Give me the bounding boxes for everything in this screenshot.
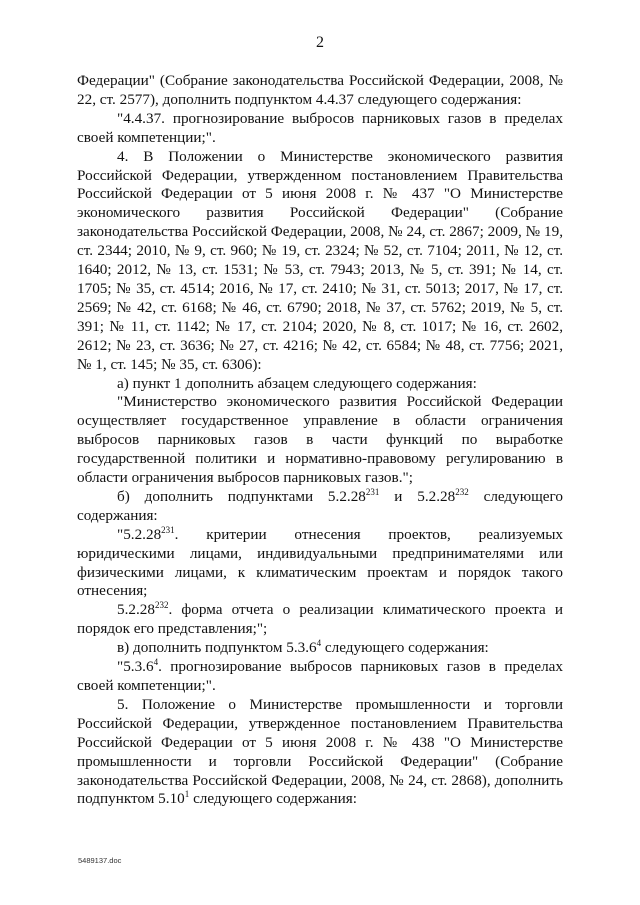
paragraph-text: 4. В Положении о Министерстве экономического развития Российской Федерации, утвержденном постановлением Правительства Российской Федерации от 5 июня 2008 г. № 437 "О Министерстве экономического развития Российской Федерации" (Собрание законодательства Российской Федерации, 2008, № 24, ст. 2867; 2009, № 19, ст. 2344; 2010, № 9, ст. 960; № 19, ст. 2324; № 52, ст. 7104; 2011, № 12, ст. 1640; 2012, № 13, ст. 1531; № 53, ст. 7943; 2013, № 5, ст. 391; № 14, ст. 1705; № 35, ст. 4514; 2016, № 17, ст. 2410; № 31, ст. 5013; 2017, № 17, ст. 2569; № 42, ст. 6168; № 46, ст. 6790; 2018, № 37, ст. 5762; 2019, № 5, ст. 391; № 11, ст. 1142; № 17, ст. 2104; 2020, № 8, ст. 1017; № 16, ст. 2602, 2612; № 23, ст. 3636; № 27, ст. 4216; № 42, ст. 6584; № 48, ст. 7756; 2021, № 1, ст. 145; № 35, ст. 6306): (77, 147, 563, 373)
superscript-index: 232 (455, 486, 469, 497)
paragraph (77, 72, 563, 110)
paragraph-text: следующего содержания: (321, 639, 489, 657)
paragraph-text: "Министерство экономического развития Российской Федерации осуществляет государственное управление в области ограничения выбросов парниковых газов в части функций по выработке государственной политики и нормативно-правовому регулированию в области ограничения выбросов парниковых газов."; (77, 393, 563, 487)
paragraph-text: а) пункт 1 дополнить абзацем следующего содержания: (117, 374, 477, 392)
paragraph-text: следующего содержания: (77, 487, 563, 524)
paragraph (77, 148, 563, 375)
paragraph (77, 658, 563, 696)
superscript-index: 232 (154, 600, 169, 611)
paragraph-text: б) дополнить подпунктами 5.2.28 (117, 487, 366, 505)
paragraph-text: "5.3.6 (117, 658, 154, 676)
paragraph-text: 5. Положение о Министерстве промышленности и торговли Российской Федерации, утвержденное постановлением Правительства Российской Федерации от 5 июня 2008 г. № 438 "О Министерстве промышленности и торговли Российской Федерации" (Собрание законодательства Российской Федерации, 2008, № 24, ст. 2868), дополнить подпунктом 5.10 (77, 695, 563, 808)
paragraph-text: . форма отчета о реализации климатического проекта и порядок его представления;"; (77, 601, 563, 638)
paragraph-text: 5.2.28 (117, 601, 155, 619)
document-body (77, 72, 563, 809)
paragraph-text: следующего содержания: (189, 790, 357, 808)
superscript-index: 4 (153, 657, 159, 668)
paragraph (77, 601, 563, 639)
paragraph-text: "4.4.37. прогнозирование выбросов парниковых газов в пределах своей компетенции;". (77, 109, 563, 146)
paragraph-text: в) дополнить подпунктом 5.3.6 (117, 639, 317, 657)
superscript-index: 231 (161, 524, 175, 535)
file-name-footer: 5489137.doc (78, 856, 122, 865)
paragraph-text: . прогнозирование выбросов парниковых газов в пределах своей компетенции;". (77, 658, 563, 694)
superscript-index: 4 (316, 638, 322, 649)
paragraph-text: "5.2.28 (117, 525, 162, 543)
paragraph (77, 526, 563, 602)
superscript-index: 1 (184, 789, 190, 800)
paragraph (77, 375, 563, 394)
paragraph (77, 639, 563, 658)
paragraph (77, 696, 563, 809)
page-number: 2 (316, 34, 324, 51)
paragraph-text: и 5.2.28 (379, 487, 456, 505)
paragraph-text: Федерации" (Собрание законодательства Российской Федерации, 2008, № 22, ст. 2577), дополнить подпунктом 4.4.37 следующего содержания: (77, 72, 563, 108)
paragraph-text: . критерии отнесения проектов, реализуемых юридическими лицами, индивидуальными предпринимателями или физическими лицами, к климатическим проектам и порядок такого отнесения; (77, 525, 563, 600)
superscript-index: 231 (365, 486, 380, 497)
paragraph (77, 110, 563, 148)
paragraph (77, 393, 563, 488)
paragraph (77, 488, 563, 526)
